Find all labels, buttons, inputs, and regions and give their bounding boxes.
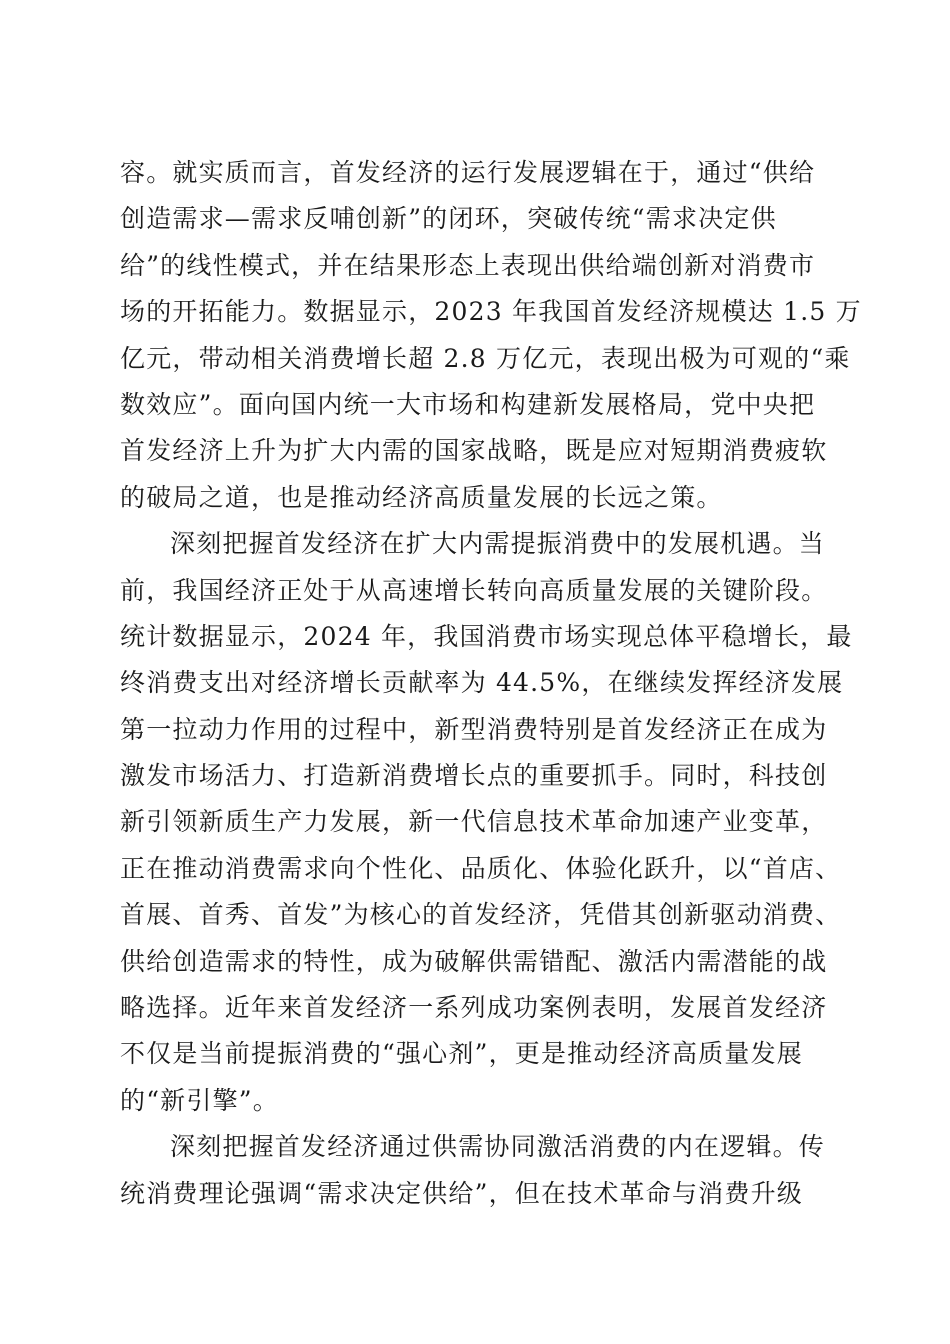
text-line: 亿元，带动相关消费增长超 2.8 万亿元，表现出极为可观的“乘 [120, 343, 851, 373]
text-line: 终消费支出对经济增长贡献率为 44.5%，在继续发挥经济发展 [120, 668, 844, 698]
text-line: 第一拉动力作用的过程中，新型消费特别是首发经济正在成为 [120, 714, 828, 744]
text-line: 容。就实质而言，首发经济的运行发展逻辑在于，通过“供给 [120, 158, 816, 187]
text-line: 前，我国经济正处于从高速增长转向高质量发展的关键阶段。 [120, 575, 828, 605]
text-line: 统计数据显示，2024 年，我国消费市场实现总体平稳增长，最 [120, 621, 853, 651]
paragraph-first-line: 深刻把握首发经济在扩大内需提振消费中的发展机遇。当 [170, 529, 826, 559]
text-line: 场的开拓能力。数据显示，2023 年我国首发经济规模达 1.5 万 [120, 297, 862, 327]
text-line: 略选择。近年来首发经济一系列成功案例表明，发展首发经济 [120, 993, 828, 1023]
text-line: 数效应”。面向国内统一大市场和构建新发展格局，党中央把 [120, 389, 816, 419]
text-line: 供给创造需求的特性，成为破解供需错配、激活内需潜能的战 [120, 946, 828, 976]
text-line: 给”的线性模式，并在结果形态上表现出供给端创新对消费市 [120, 250, 816, 280]
text-line: 创造需求—需求反哺创新”的闭环，突破传统“需求决定供 [120, 204, 777, 234]
text-line: 首展、首秀、首发”为核心的首发经济，凭借其创新驱动消费、 [120, 900, 842, 930]
text-line: 统消费理论强调“需求决定供给”，但在技术革命与消费升级 [120, 1178, 803, 1208]
text-line: 新引领新质生产力发展，新一代信息技术革命加速产业变革， [120, 807, 828, 837]
text-line: 的破局之道，也是推动经济高质量发展的长远之策。 [120, 482, 723, 512]
body-text [120, 150, 862, 1217]
text-line: 正在推动消费需求向个性化、品质化、体验化跃升，以“首店、 [120, 853, 842, 883]
text-line: 激发市场活力、打造新消费增长点的重要抓手。同时，科技创 [120, 761, 828, 791]
text-line: 的“新引擎”。 [120, 1085, 279, 1115]
text-line: 首发经济上升为扩大内需的国家战略，既是应对短期消费疲软 [120, 436, 828, 466]
text-line: 不仅是当前提振消费的“强心剂”，更是推动经济高质量发展 [120, 1039, 803, 1069]
paragraph-first-line: 深刻把握首发经济通过供需协同激活消费的内在逻辑。传 [170, 1132, 826, 1162]
